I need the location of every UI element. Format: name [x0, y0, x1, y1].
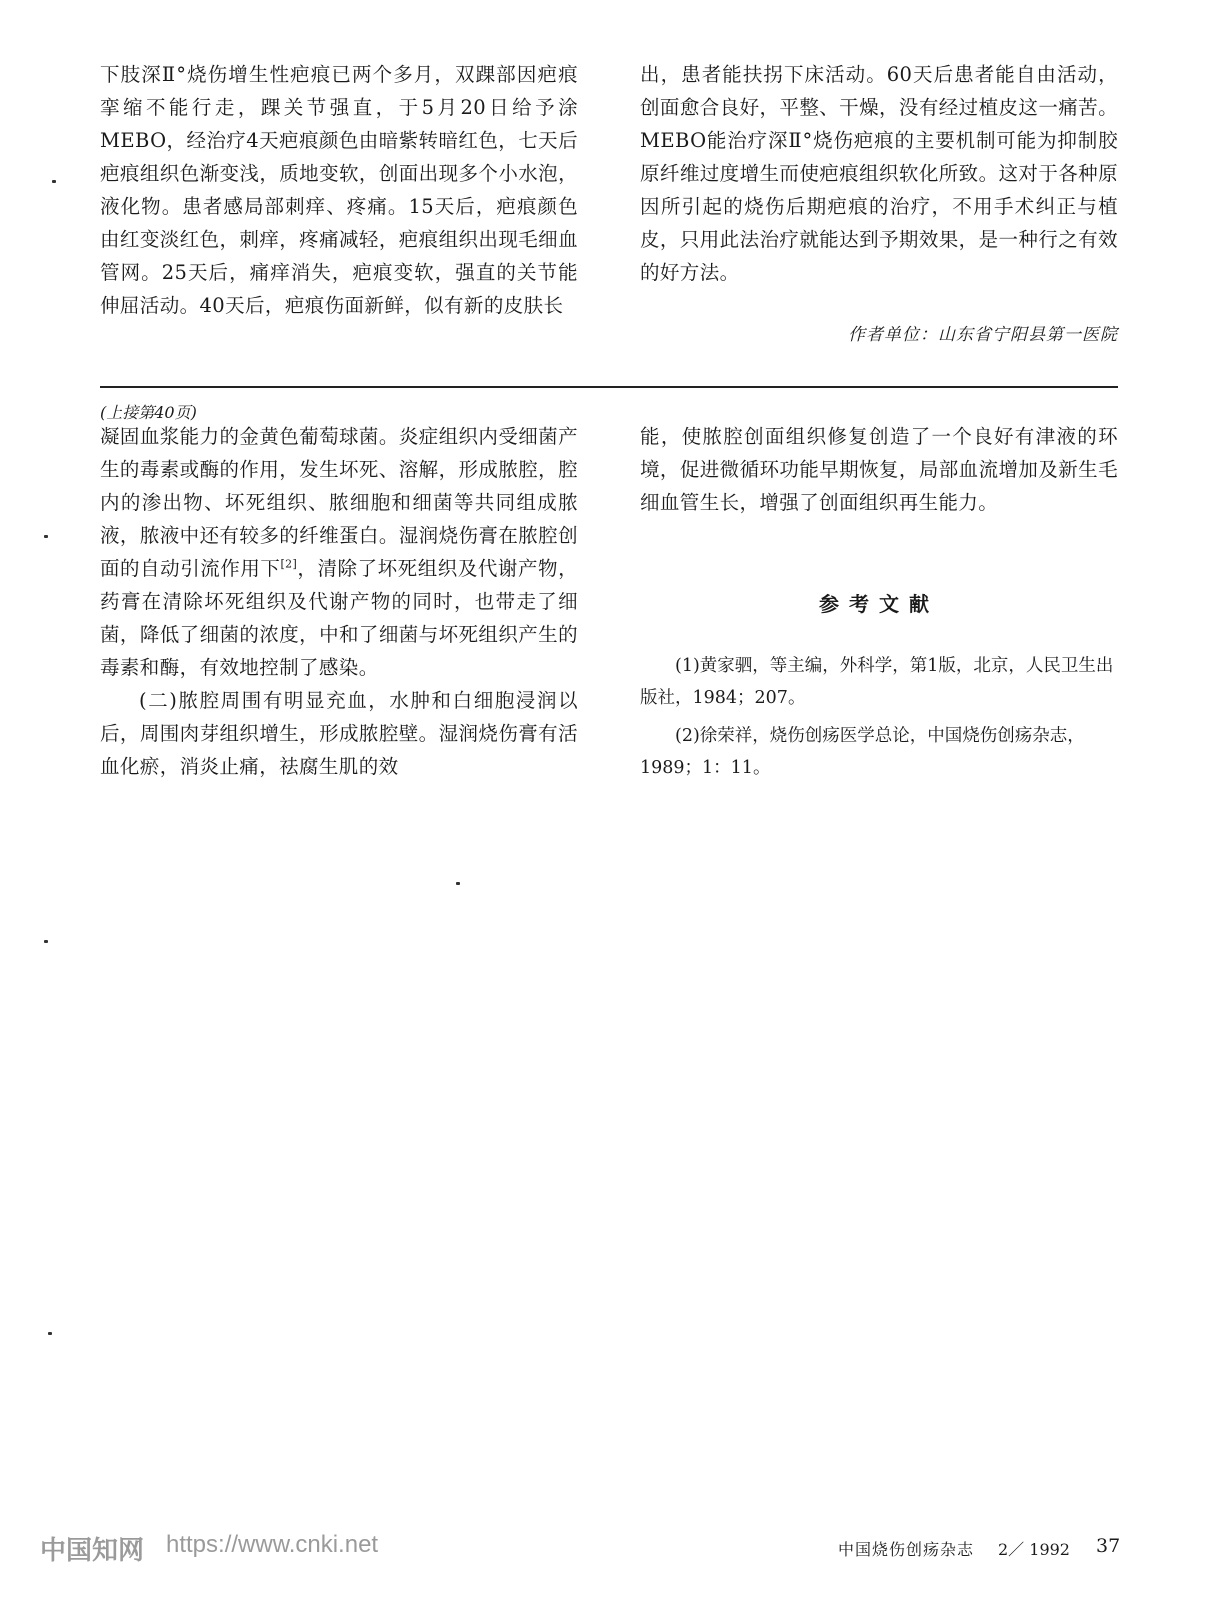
scan-speck [48, 1332, 52, 1335]
references-list [640, 650, 1118, 790]
top-left-column [100, 58, 578, 322]
bottom-right-column [640, 420, 1118, 519]
reference-item: (1)黄家驷，等主编，外科学，第1版，北京，人民卫生出版社，1984；207。 [640, 656, 1114, 708]
reference-item: (2)徐荣祥，烧伤创疡医学总论，中国烧伤创疡杂志，1989；1：11。 [640, 726, 1085, 778]
top-left-paragraph: 下肢深Ⅱ°烧伤增生性疤痕已两个多月，双踝部因疤痕挛缩不能行走，踝关节强直，于5月20日给予涂MEBO，经治疗4天疤痕颜色由暗紫转暗红色，七天后疤痕组织色渐变浅，质地变软，创面出现多个小水泡，液化物。患者感局部刺痒、疼痛。15天后，疤痕颜色由红变淡红色，刺痒，疼痛减轻，疤痕组织出现毛细血管网。25天后，痛痒消失，疤痕变软，强直的关节能伸屈活动。40天后，疤痕伤面新鲜，似有新的皮肤长 [100, 63, 578, 317]
top-right-column [640, 58, 1118, 289]
issue-number: 2／ 1992 [998, 1540, 1070, 1559]
cnki-logo: 中国知网 [40, 1536, 145, 1566]
page-number: 37 [1096, 1535, 1121, 1557]
bottom-right-paragraph: 能，使脓腔创面组织修复创造了一个良好有津液的环境，促进微循环功能早期恢复，局部血流增加及新生毛细血管生长，增强了创面组织再生能力。 [640, 425, 1118, 514]
citation-2: [2] [280, 557, 298, 571]
top-right-paragraph: 出，患者能扶拐下床活动。60天后患者能自由活动，创面愈合良好，平整、干燥，没有经过植皮这一痛苦。MEBO能治疗深Ⅱ°烧伤疤痕的主要机制可能为抑制胶原纤维过度增生而使疤痕组织软化所致。这对于各种原因所引起的烧伤后期疤痕的治疗，不用手术纠正与植皮，只用此法治疗就能达到予期效果，是一种行之有效的好方法。 [640, 63, 1118, 284]
references-title: 参考文献 [819, 592, 939, 616]
cnki-url: https://www.cnki.net [166, 1531, 379, 1558]
para1-text-a: 凝固血浆能力的金黄色葡萄球菌。炎症组织内受细菌产生的毒素或酶的作用，发生坏死、溶解，形成脓腔，腔内的渗出物、坏死组织、脓细胞和细菌等共同组成脓液，脓液中还有较多的纤维蛋白。湿润烧伤膏在脓腔创面的自动引流作用下 [100, 425, 578, 580]
scan-speck [44, 940, 48, 943]
section-divider [100, 386, 1118, 388]
bottom-left-paragraph-1 [100, 420, 578, 684]
continued-from-note: (上接第40页) [100, 403, 197, 422]
bottom-left-paragraph-2: (二)脓腔周围有明显充血，水肿和白细胞浸润以后，周围肉芽组织增生，形成脓腔壁。湿润烧伤膏有活血化瘀，消炎止痛，祛腐生肌的效 [100, 689, 578, 778]
scan-speck [44, 535, 48, 538]
scan-speck [52, 180, 56, 183]
para1-text-b: ，清除了坏死组织及代谢产物，药膏在清除坏死组织及代谢产物的同时，也带走了细菌，降低了细菌的浓度，中和了细菌与坏死组织产生的毒素和酶，有效地控制了感染。 [100, 557, 578, 679]
journal-name: 中国烧伤创疡杂志 [838, 1540, 975, 1559]
scan-speck [456, 882, 460, 885]
author-unit: 作者单位：山东省宁阳县第一医院 [848, 325, 1118, 345]
bottom-left-column [100, 420, 578, 783]
